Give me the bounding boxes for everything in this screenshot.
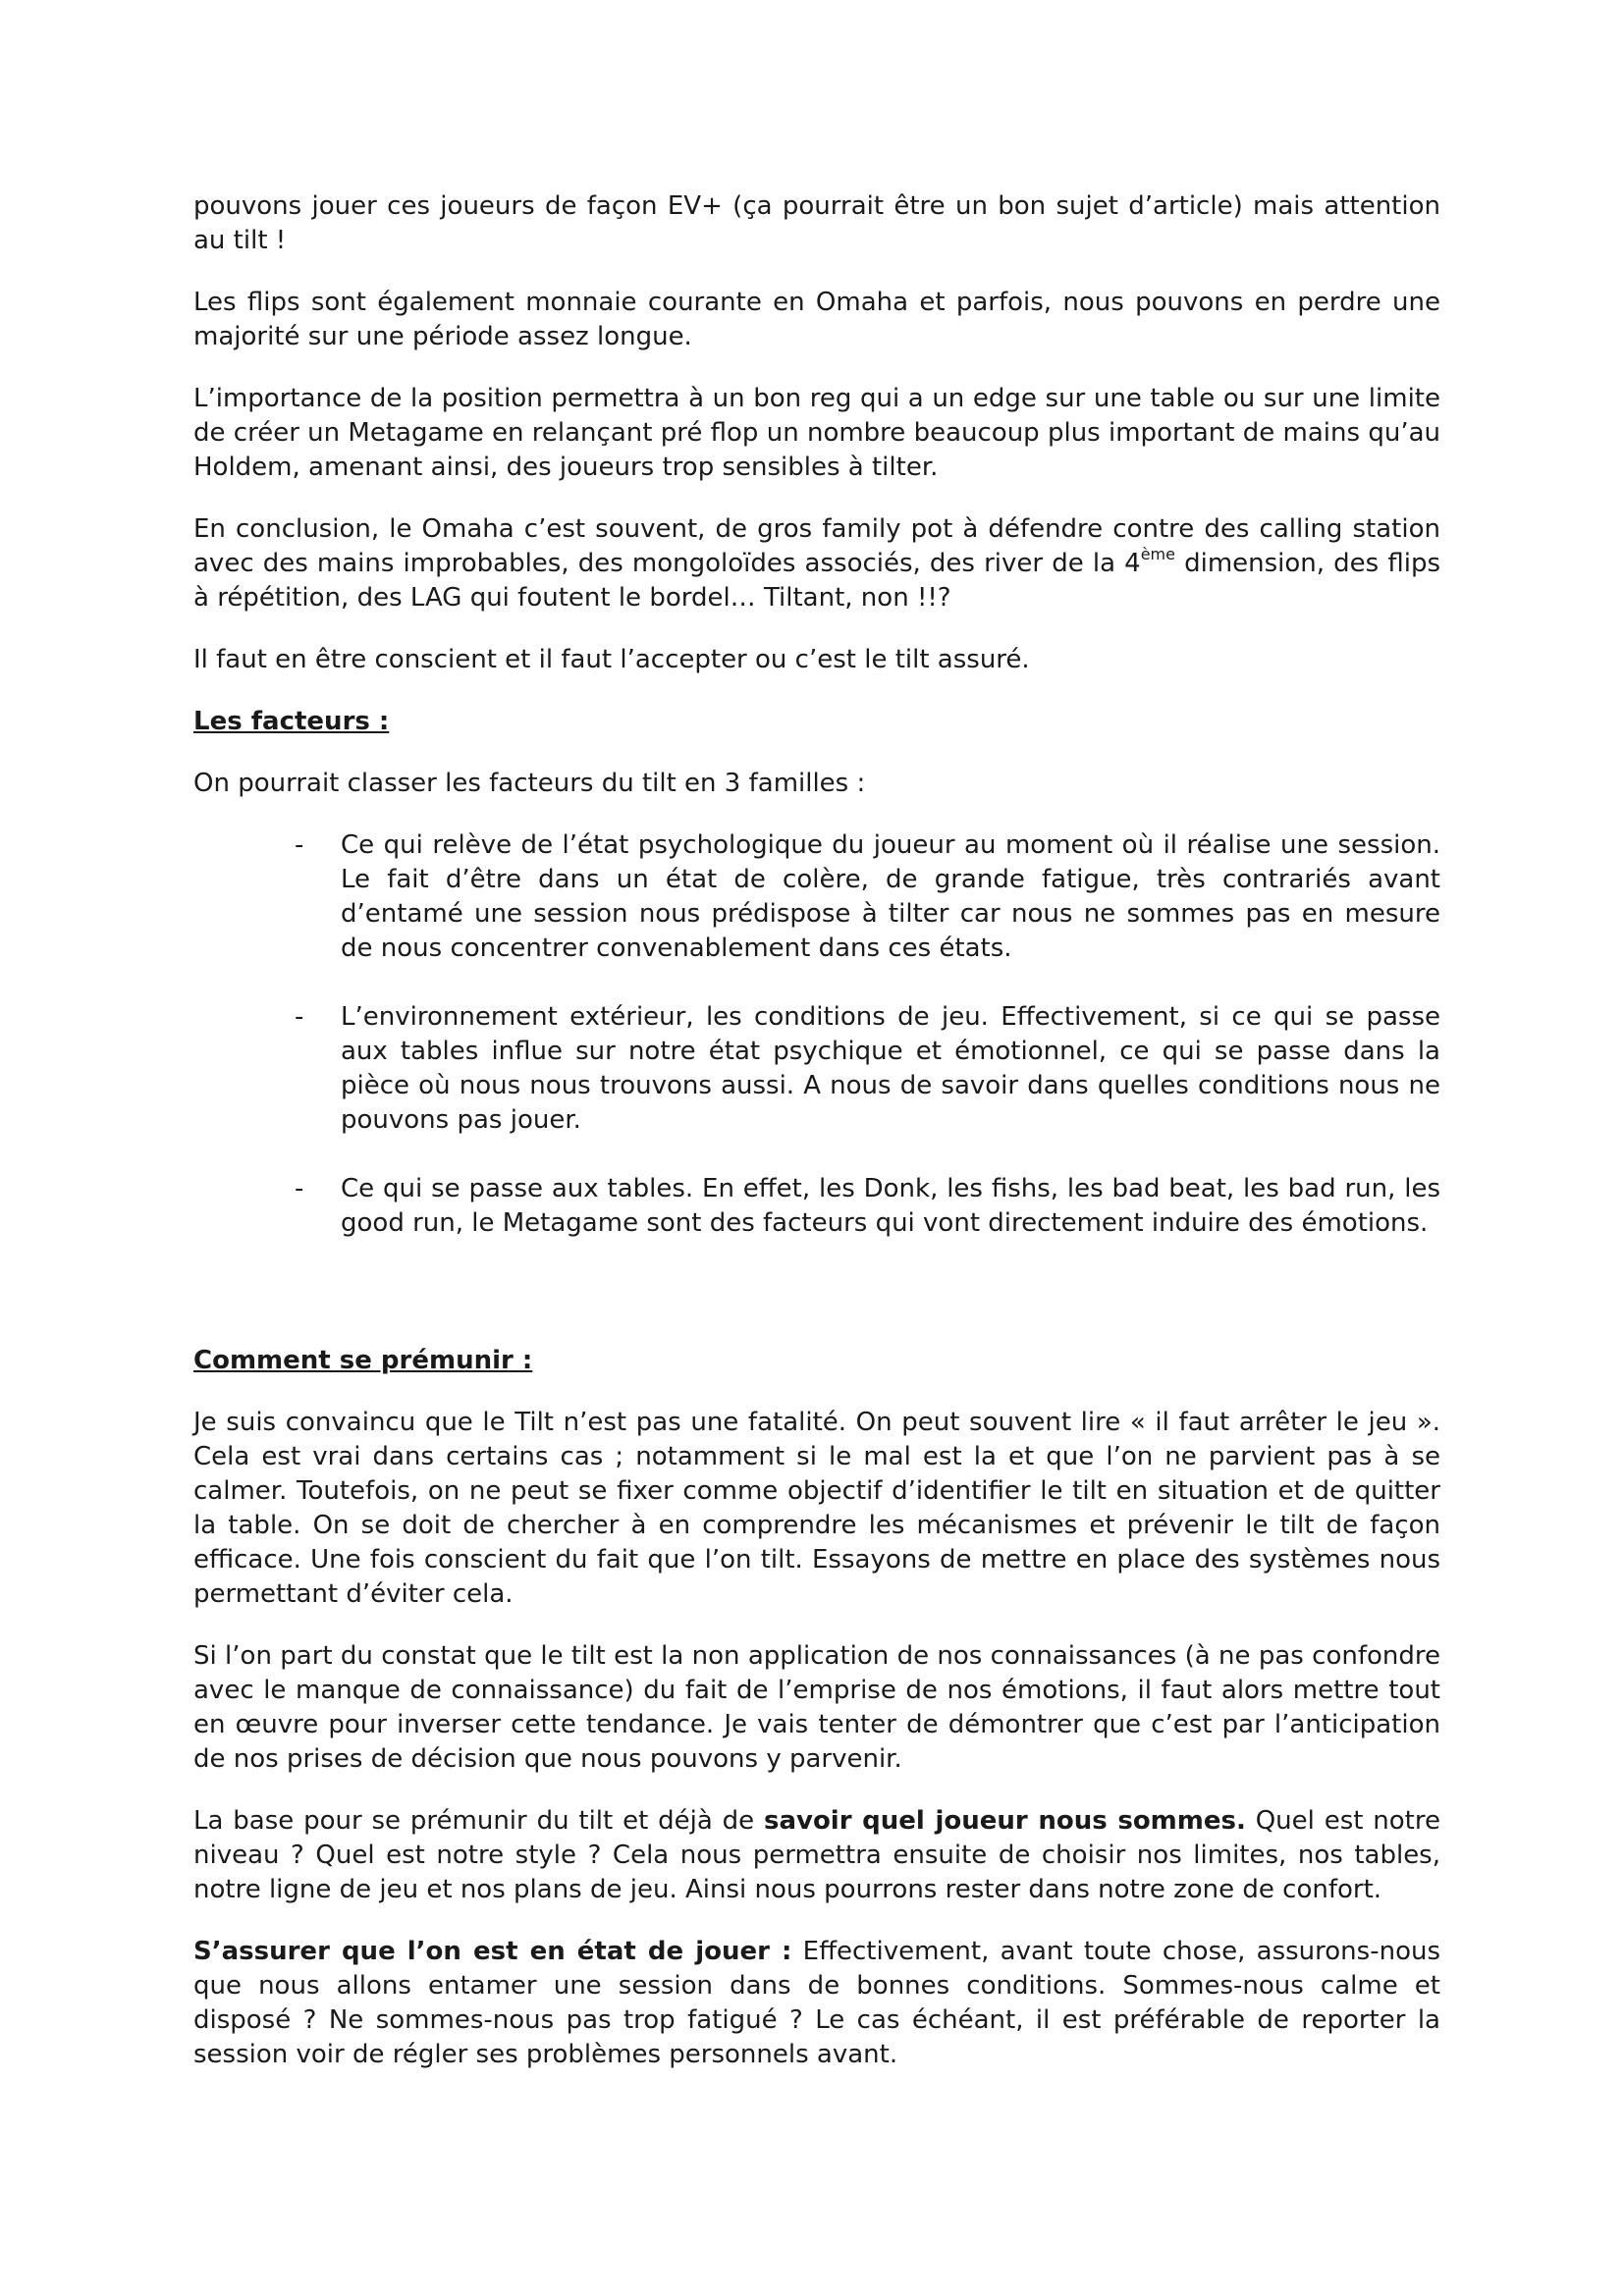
paragraph-premunir-4 <box>193 1935 1440 2072</box>
paragraph-premunir-3 <box>193 1804 1440 1907</box>
list-item <box>193 828 1440 966</box>
list-item-text: Ce qui relève de l’état psychologique du joueur au moment où il réalise une session. Le fait d’être dans un état de colère, de grande fatigue, très contrariés avant d’entamé une session nous prédispose à tilter car nous ne sommes pas en mesure de nous concentrer convenablement dans ces états. <box>341 830 1440 963</box>
bullet-dash: - <box>295 830 304 860</box>
premunir-3-text-end: Quel est notre niveau ? Quel est notre style ? Cela nous permettra ensuite de choisir nos limites, nos tables, notre ligne de jeu et nos plans de jeu. Ainsi nous pourrons rester dans notre zone de confort. <box>193 1806 1440 1904</box>
conclusion-text-start: En conclusion, le Omaha c’est souvent, de gros family pot à défendre contre des calling station avec des mains improbables, des mongoloïdes associés, des river de la 4 <box>193 514 1440 578</box>
list-item <box>193 1172 1440 1241</box>
list-item <box>193 1000 1440 1138</box>
paragraph-ev-plus: pouvons jouer ces joueurs de façon EV+ (ça pourrait être un bon sujet d’article) mais attention au tilt ! <box>193 191 1440 255</box>
paragraph-accept: Il faut en être conscient et il faut l’accepter ou c’est le tilt assuré. <box>193 645 1030 674</box>
paragraph-flips: Les flips sont également monnaie courante en Omaha et parfois, nous pouvons en perdre une majorité sur une période assez longue. <box>193 288 1440 351</box>
heading-premunir: Comment se prémunir : <box>193 1346 533 1375</box>
conclusion-superscript: ème <box>1140 545 1175 563</box>
paragraph-premunir-1: Je suis convaincu que le Tilt n’est pas une fatalité. On peut souvent lire « il faut arrêter le jeu ». Cela est vrai dans certains cas ; notamment si le mal est la et que l’on ne parvient pas à se calmer. Toutefois, on ne peut se fixer comme objectif d’identifier le tilt en situation et de quitter la table. On se doit de chercher à en comprendre les mécanismes et prévenir le tilt de façon efficace. Une fois conscient du fait que l’on tilt. Essayons de mettre en place des systèmes nous permettant d’éviter cela. <box>193 1408 1440 1609</box>
heading-facteurs: Les facteurs : <box>193 707 390 736</box>
list-item-text: L’environnement extérieur, les conditions de jeu. Effectivement, si ce qui se passe aux tables influe sur notre état psychique et émotionnel, ce qui se passe dans la pièce où nous nous trouvons aussi. A nous de savoir dans quelles conditions nous ne pouvons pas jouer. <box>341 1002 1440 1135</box>
document-page <box>193 189 1440 2100</box>
premunir-3-text-start: La base pour se prémunir du tilt et déjà de <box>193 1806 764 1836</box>
conclusion-text-end: dimension, des flips à répétition, des LAG qui foutent le bordel… Tiltant, non !!? <box>193 549 1440 613</box>
paragraph-premunir-2: Si l’on part du constat que le tilt est la non application de nos connaissances (à ne pas confondre avec le manque de connaissance) du fait de l’emprise de nos émotions, il faut alors mettre tout en œuvre pour inverser cette tendance. Je vais tenter de démontrer que c’est par l’anticipation de nos prises de décision que nous pouvons y parvenir. <box>193 1641 1440 1774</box>
list-item-text: Ce qui se passe aux tables. En effet, les Donk, les fishs, les bad beat, les bad run, les good run, le Metagame sont des facteurs qui vont directement induire des émotions. <box>341 1174 1440 1238</box>
section-spacer <box>193 1275 1440 1344</box>
bullet-dash: - <box>295 1174 304 1203</box>
premunir-3-bold: savoir quel joueur nous sommes. <box>763 1806 1246 1836</box>
premunir-4-text: Effectivement, avant toute chose, assurons-nous que nous allons entamer une session dans de bonnes conditions. Sommes-nous calme et disposé ? Ne sommes-nous pas trop fatigué ? Le cas échéant, il est préférable de reporter la session voir de régler ses problèmes personnels avant. <box>193 1937 1440 2069</box>
paragraph-conclusion <box>193 512 1440 615</box>
facteurs-list <box>193 828 1440 1241</box>
premunir-4-bold: S’assurer que l’on est en état de jouer : <box>193 1937 792 1966</box>
bullet-dash: - <box>295 1002 304 1032</box>
paragraph-position: L’importance de la position permettra à un bon reg qui a un edge sur une table ou sur une limite de créer un Metagame en relançant pré flop un nombre beaucoup plus important de mains qu’au Holdem, amenant ainsi, des joueurs trop sensibles à tilter. <box>193 384 1440 482</box>
paragraph-facteurs-intro: On pourrait classer les facteurs du tilt en 3 familles : <box>193 769 866 798</box>
